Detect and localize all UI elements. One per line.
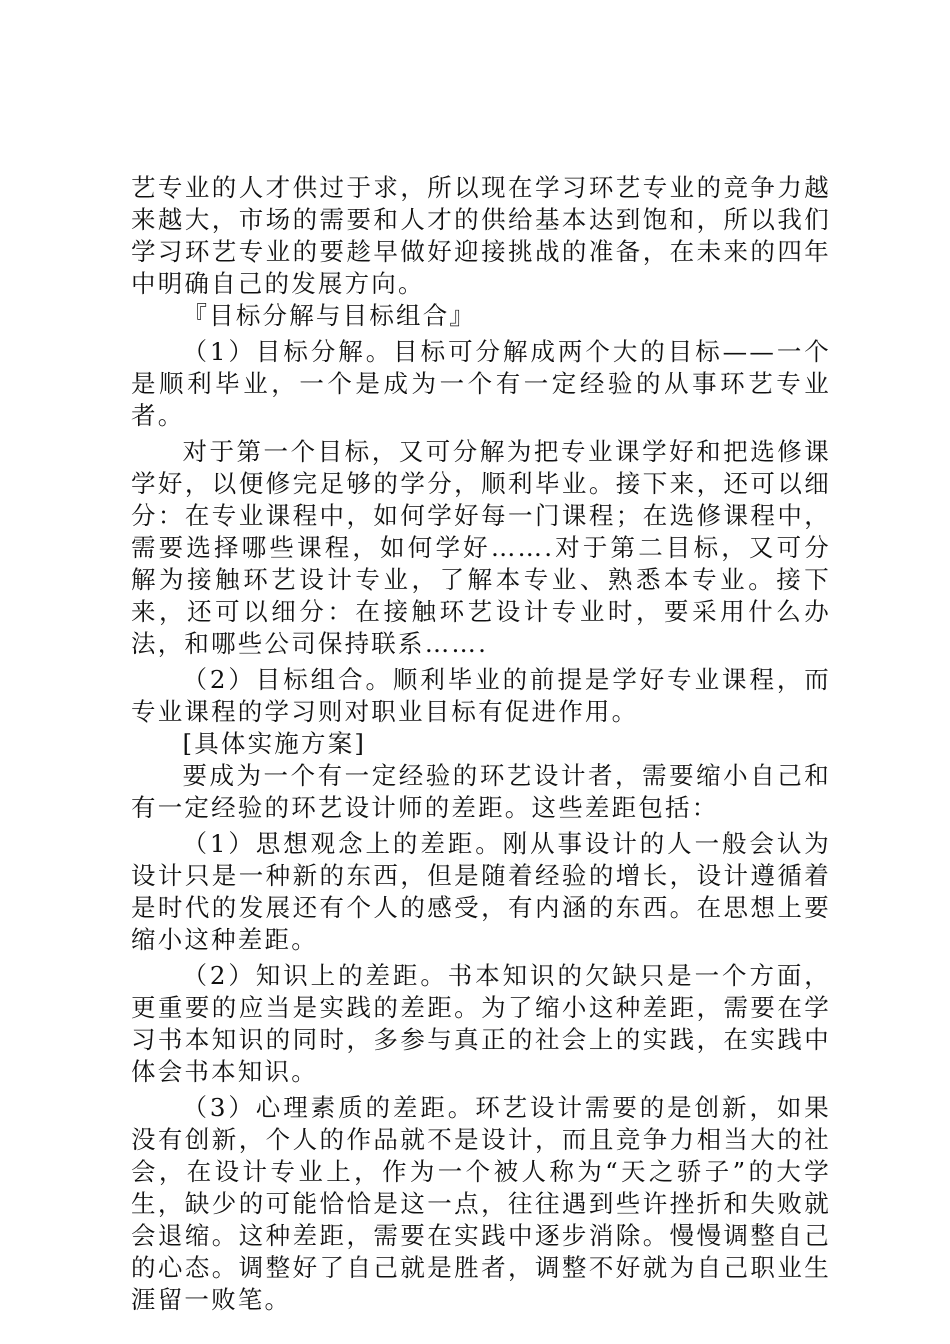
paragraph-knowledge-gap: （2）知识上的差距。书本知识的欠缺只是一个方面，更重要的应当是实践的差距。为了缩小这种差距，需要在学习书本知识的同时，多参与真正的社会上的实践，在实践中体会书本知识。 (131, 961, 831, 1086)
paragraph-goal-combination: （2）目标组合。顺利毕业的前提是学好专业课程，而专业课程的学习则对职业目标有促进作用。 (131, 665, 831, 726)
section-heading-goal-breakdown: 『目标分解与目标组合』 (182, 301, 477, 330)
paragraph-gap-intro: 要成为一个有一定经验的环艺设计者，需要缩小自己和有一定经验的环艺设计师的差距。这些差距包括： (131, 761, 831, 822)
paragraph-intro: 艺专业的人才供过于求，所以现在学习环艺专业的竞争力越来越大，市场的需要和人才的供给基本达到饱和，所以我们学习环艺专业的要趁早做好迎接挑战的准备，在未来的四年中明确自己的发展方向。 (131, 173, 831, 298)
document-body (131, 172, 831, 1316)
paragraph-thinking-gap: （1）思想观念上的差距。刚从事设计的人一般会认为设计只是一种新的东西，但是随着经验的增长，设计遵循着是时代的发展还有个人的感受，有内涵的东西。在思想上要缩小这种差距。 (131, 829, 831, 954)
paragraph-goal-decomposition: （1）目标分解。目标可分解成两个大的目标——一个是顺利毕业，一个是成为一个有一定经验的从事环艺专业者。 (131, 337, 831, 430)
paragraph-psychology-gap: （3）心理素质的差距。环艺设计需要的是创新，如果没有创新，个人的作品就不是设计，而且竞争力相当大的社会，在设计专业上，作为一个被人称为“天之骄子”的大学生，缺少的可能恰恰是这一点，往往遇到些许挫折和失败就会退缩。这种差距，需要在实践中逐步消除。慢慢调整自己的心态。调整好了自己就是胜者，调整不好就为自己职业生涯留一败笔。 (131, 1093, 831, 1314)
paragraph-first-goal: 对于第一个目标，又可分解为把专业课学好和把选修课学好，以便修完足够的学分，顺利毕业。接下来，还可以细分：在专业课程中，如何学好每一门课程；在选修课程中，需要选择哪些课程，如何学好…….对于第二目标，又可分解为接触环艺设计专业，了解本专业、熟悉本专业。接下来，还可以细分：在接触环艺设计专业时，要采用什么办法，和哪些公司保持联系……. (131, 437, 831, 658)
section-heading-implementation: [具体实施方案] (182, 729, 367, 758)
